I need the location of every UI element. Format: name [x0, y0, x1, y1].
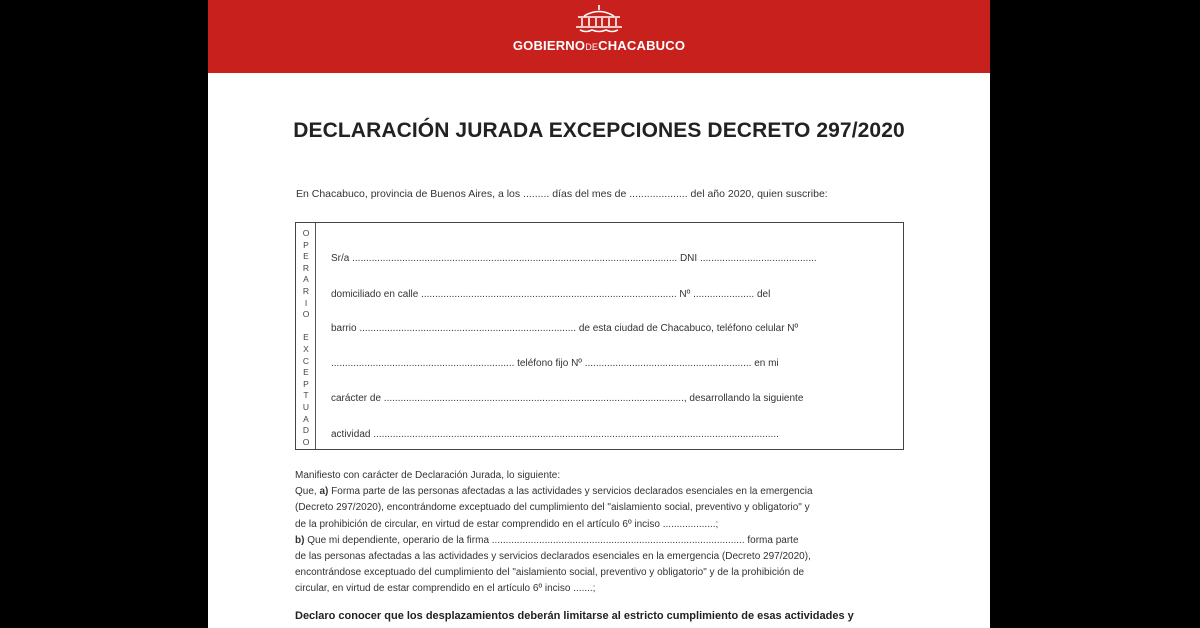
vertical-letter: E	[303, 251, 309, 262]
organization-name: GOBIERNODECHACABUCO	[512, 38, 686, 53]
vertical-letter: O	[302, 228, 310, 238]
vertical-letter: X	[303, 344, 309, 354]
vertical-letter: O	[302, 436, 310, 447]
vertical-letter: E	[303, 332, 309, 343]
vertical-letter: D	[302, 425, 310, 436]
vertical-letter: P	[303, 378, 309, 389]
vertical-letter: P	[303, 239, 309, 250]
form-box	[295, 222, 904, 450]
form-line-phone[interactable]: .................................................................. teléfono fijo Nº ............................................................ en mi	[331, 358, 779, 369]
form-line-neighborhood[interactable]: barrio .............................................................................. de esta ciudad de Chacabuco, teléfono celular Nº	[331, 323, 799, 334]
header-banner	[208, 0, 990, 73]
document-page	[208, 0, 990, 628]
declaration-a-line2: (Decreto 297/2020), encontrándome exceptuado del cumplimiento del "aislamiento social, preventivo y obligatorio" y	[295, 502, 810, 514]
declaration-a-line3: de la prohibición de circular, en virtud de estar comprendido en el artículo 6º inciso ...................;	[295, 518, 719, 530]
government-building-icon	[572, 4, 626, 34]
declaration-b-line2: de las personas afectadas a las actividades y servicios declarados esenciales en la emergencia (Decreto 297/2020),	[295, 551, 811, 563]
form-line-name[interactable]: Sr/a ..................................................................................................................... DNI ..........................................	[331, 253, 817, 264]
vertical-label	[296, 223, 316, 449]
vertical-letter: C	[302, 355, 310, 366]
declaration-b-line: b) Que mi dependiente, operario de la firma ........................................................................................... forma parte	[295, 534, 799, 546]
vertical-letter: U	[302, 402, 310, 412]
form-line-activity[interactable]: actividad ..................................................................................................................................................	[331, 429, 779, 440]
vertical-letter: E	[303, 367, 309, 378]
intro-line: En Chacabuco, provincia de Buenos Aires, a los ......... días del mes de .................... del año 2020, quien suscribe:	[296, 188, 828, 200]
declaration-intro: Manifiesto con carácter de Declaración Jurada, lo siguiente:	[295, 470, 561, 481]
vertical-letter: A	[303, 413, 309, 424]
vertical-letter: A	[303, 274, 309, 285]
vertical-letter: R	[302, 262, 310, 273]
declaration-closing: Declaro conocer que los desplazamientos deberán limitarse al estricto cumplimiento de esas actividades y	[295, 610, 854, 622]
form-line-role[interactable]: carácter de ............................................................................................................, desarrollando la siguiente	[331, 393, 804, 404]
declaration-b-line3: encontrándose exceptuado del cumplimiento del "aislamiento social, preventivo y obligatorio" y de la prohibición de	[295, 567, 805, 579]
document-title: DECLARACIÓN JURADA EXCEPCIONES DECRETO 297/2020	[293, 119, 905, 142]
declaration-a-line: Que, a) Forma parte de las personas afectadas a las actividades y servicios declarados esenciales en la emergencia	[295, 486, 813, 498]
vertical-letter: R	[302, 286, 310, 296]
declaration-b-line4: circular, en virtud de estar comprendido en el artículo 6º inciso .......;	[295, 583, 596, 595]
vertical-letter: T	[303, 390, 309, 401]
vertical-letter: I	[304, 297, 308, 308]
vertical-letter: O	[302, 309, 310, 320]
declaration-text	[295, 468, 907, 598]
form-line-address[interactable]: domiciliado en calle ............................................................................................ Nº ...................... del	[331, 289, 771, 300]
